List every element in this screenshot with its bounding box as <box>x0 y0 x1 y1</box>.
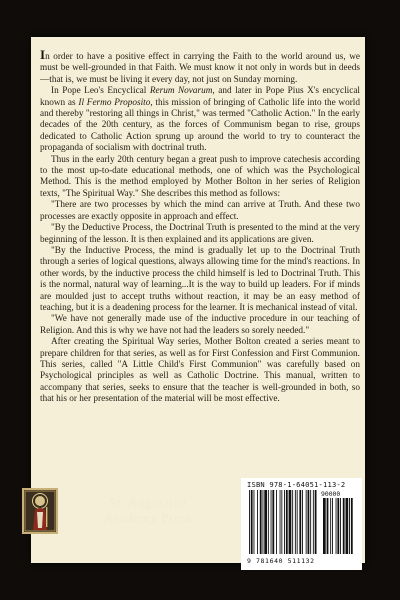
paragraph-3: Thus in the early 20th century began a great push to improve catechesis according to the most up-to-date educational methods, one of which was the Psychological Method. This is the method employed by Mother Bolton in her series of Religion texts, "The Spiritual Way." She describes this method as follows: <box>40 154 360 199</box>
paragraph-1-text: n order to have a positive effect in carrying the Faith to the world around us, we must be well-grounded in that Faith. We must know it not only in words but in deeds—that is, we must be living it every day, not just on Sunday morning. <box>40 52 360 85</box>
drop-cap: I <box>40 47 46 62</box>
paragraph-5: "By the Deductive Process, the Doctrinal Truth is presented to the mind at the very beginning of the lesson. It is then explained and its applications are given. <box>40 223 360 245</box>
paragraph-4: "There are two processes by which the mind can arrive at Truth. And these two processes are exactly opposite in approach and effect. <box>40 200 360 222</box>
barcode-bars <box>247 490 357 556</box>
blurb <box>40 49 360 406</box>
paragraph-8: After creating the Spiritual Way series, Mother Bolton created a series meant to prepare children for that series, as well as for First Confession and First Communion. This series, called "A Little Child's First Communion" was carefully based on Psychological principles as well as Catholic Doctrine. This manual, written to accompany that series, seeks to ensure that the teacher is well-grounded in both, so that his or her presentation of the material will be most effective. <box>40 337 360 405</box>
ean-number: 9 781640 511132 <box>247 557 315 565</box>
paragraph-2-text-b: , and later in Pope Pius X's encyclical known as <box>40 86 360 108</box>
paragraph-2-text-c: , this mission of bringing of Catholic life into the world and thereby "restoring all things in Christ," was termed "Catholic Action." In the early decades of the 20th century, as the forces of Communism began to rise, groups dedicated to Catholic Action sprung up around the world to try to counteract the propaganda of socialism with doctrinal truth. <box>40 97 361 154</box>
paragraph-2 <box>40 86 360 154</box>
isbn-label: ISBN 978-1-64051-113-2 <box>247 480 346 489</box>
paragraph-7: "We have not generally made use of the inductive procedure in our teaching of Religion. And this is why we have not had the leaders so sorely needed." <box>40 314 360 336</box>
saint-medallion-icon <box>22 488 58 534</box>
publisher-line-2: Academy Press <box>104 511 192 525</box>
publisher-name <box>78 496 218 526</box>
barcode-area <box>241 478 362 570</box>
paragraph-6: "By the Inductive Process, the mind is gradually let up to the Doctrinal Truth through a series of logical questions, always allowing time for the mind's reactions. In other words, by the inductive process the child himself is led to Doctrinal Truth. This is the normal, natural way of learning...It is the way to build up leaders. For if minds are moulded just to accept truths without reaction, it may be an easy method of teaching, but it is a deadening process for the learner. It is mechanical instead of vital. <box>40 245 360 313</box>
price-addon: 90000 <box>321 490 341 498</box>
paragraph-1 <box>40 49 360 86</box>
paragraph-2-text-a: In Pope Leo's Encyclical <box>51 86 150 97</box>
publisher-line-1: St. Augustine <box>109 496 187 510</box>
rerum-novarum-title: Rerum Novarum <box>149 86 213 97</box>
il-fermo-proposito-title: Il Fermo Proposito <box>78 97 151 108</box>
